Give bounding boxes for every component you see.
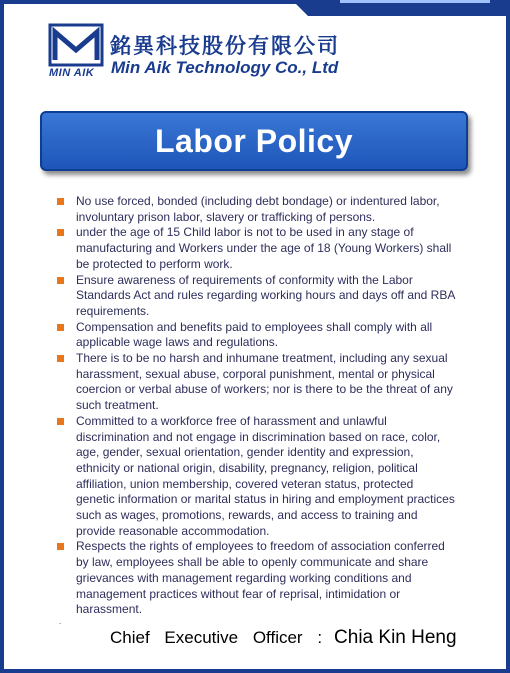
policy-text: No use forced, bonded (including debt bondage) or indentured labor, involuntary prison labor, slavery or trafficking of persons. bbox=[76, 194, 440, 224]
policy-item-forced-labor bbox=[55, 194, 455, 225]
square-bullet-icon bbox=[57, 418, 64, 425]
policy-item-compensation bbox=[55, 320, 455, 351]
square-bullet-icon bbox=[57, 324, 64, 331]
policy-item-working-hours bbox=[55, 273, 455, 320]
square-bullet-icon bbox=[57, 277, 64, 284]
policy-list bbox=[55, 194, 455, 618]
policy-text: Compensation and benefits paid to employees shall comply with all applicable wage laws and regulations. bbox=[76, 319, 433, 350]
title-banner bbox=[40, 111, 468, 171]
corner-highlight bbox=[340, 0, 490, 3]
policy-text: Committed to a workforce free of harassment and unlawful discrimination and not engage in discrimination based on race, color, age, gender, sexual orientation, gender identity and expression, ethnicity or national origin, disability, pregnancy, religion, political affiliation, union membership, covered veteran status, protected genetic information or marital status in hiring and employment practices such as wages, promotions, rewards, and access to training and provide reasonable accommodation. bbox=[76, 413, 455, 538]
signatory-title: Chief Executive Officer : bbox=[110, 628, 323, 647]
policy-text: There is to be no harsh and inhumane treatment, including any sexual harassment, sexual abuse, corporal punishment, mental or physical coercion or verbal abuse of workers; nor is there to be the threat of any such treatment. bbox=[76, 351, 453, 413]
signatory-name: Chia Kin Heng bbox=[334, 627, 457, 648]
policy-text: Respects the rights of employees to freedom of association conferred by law, employees shall be able to openly communicate and share grievances with management regarding working conditions and management practices without fear of reprisal, intimidation or harassment. bbox=[76, 539, 445, 617]
stray-dot: . bbox=[59, 617, 62, 626]
policy-item-non-discrimination bbox=[55, 414, 455, 540]
policy-item-child-labor bbox=[55, 225, 455, 272]
square-bullet-icon bbox=[57, 355, 64, 362]
logo-text: MIN AIK bbox=[49, 67, 95, 79]
company-name-english: Min Aik Technology Co., Ltd bbox=[111, 58, 339, 77]
signature-line bbox=[110, 627, 457, 649]
square-bullet-icon bbox=[57, 229, 64, 236]
page-title: Labor Policy bbox=[154, 122, 354, 159]
policy-text: under the age of 15 Child labor is not to be used in any stage of manufacturing and Workers under the age of 18 (Young Workers) shall be protected to perform work. bbox=[76, 225, 452, 271]
policy-item-humane-treatment bbox=[55, 351, 455, 414]
square-bullet-icon bbox=[57, 198, 64, 205]
square-bullet-icon bbox=[57, 543, 64, 550]
company-name-chinese: 銘異科技股份有限公司 bbox=[110, 34, 340, 58]
policy-item-freedom-of-association bbox=[55, 539, 455, 618]
policy-text: Ensure awareness of requirements of conformity with the Labor Standards Act and rules regarding working hours and days off and RBA requirements. bbox=[76, 272, 455, 318]
